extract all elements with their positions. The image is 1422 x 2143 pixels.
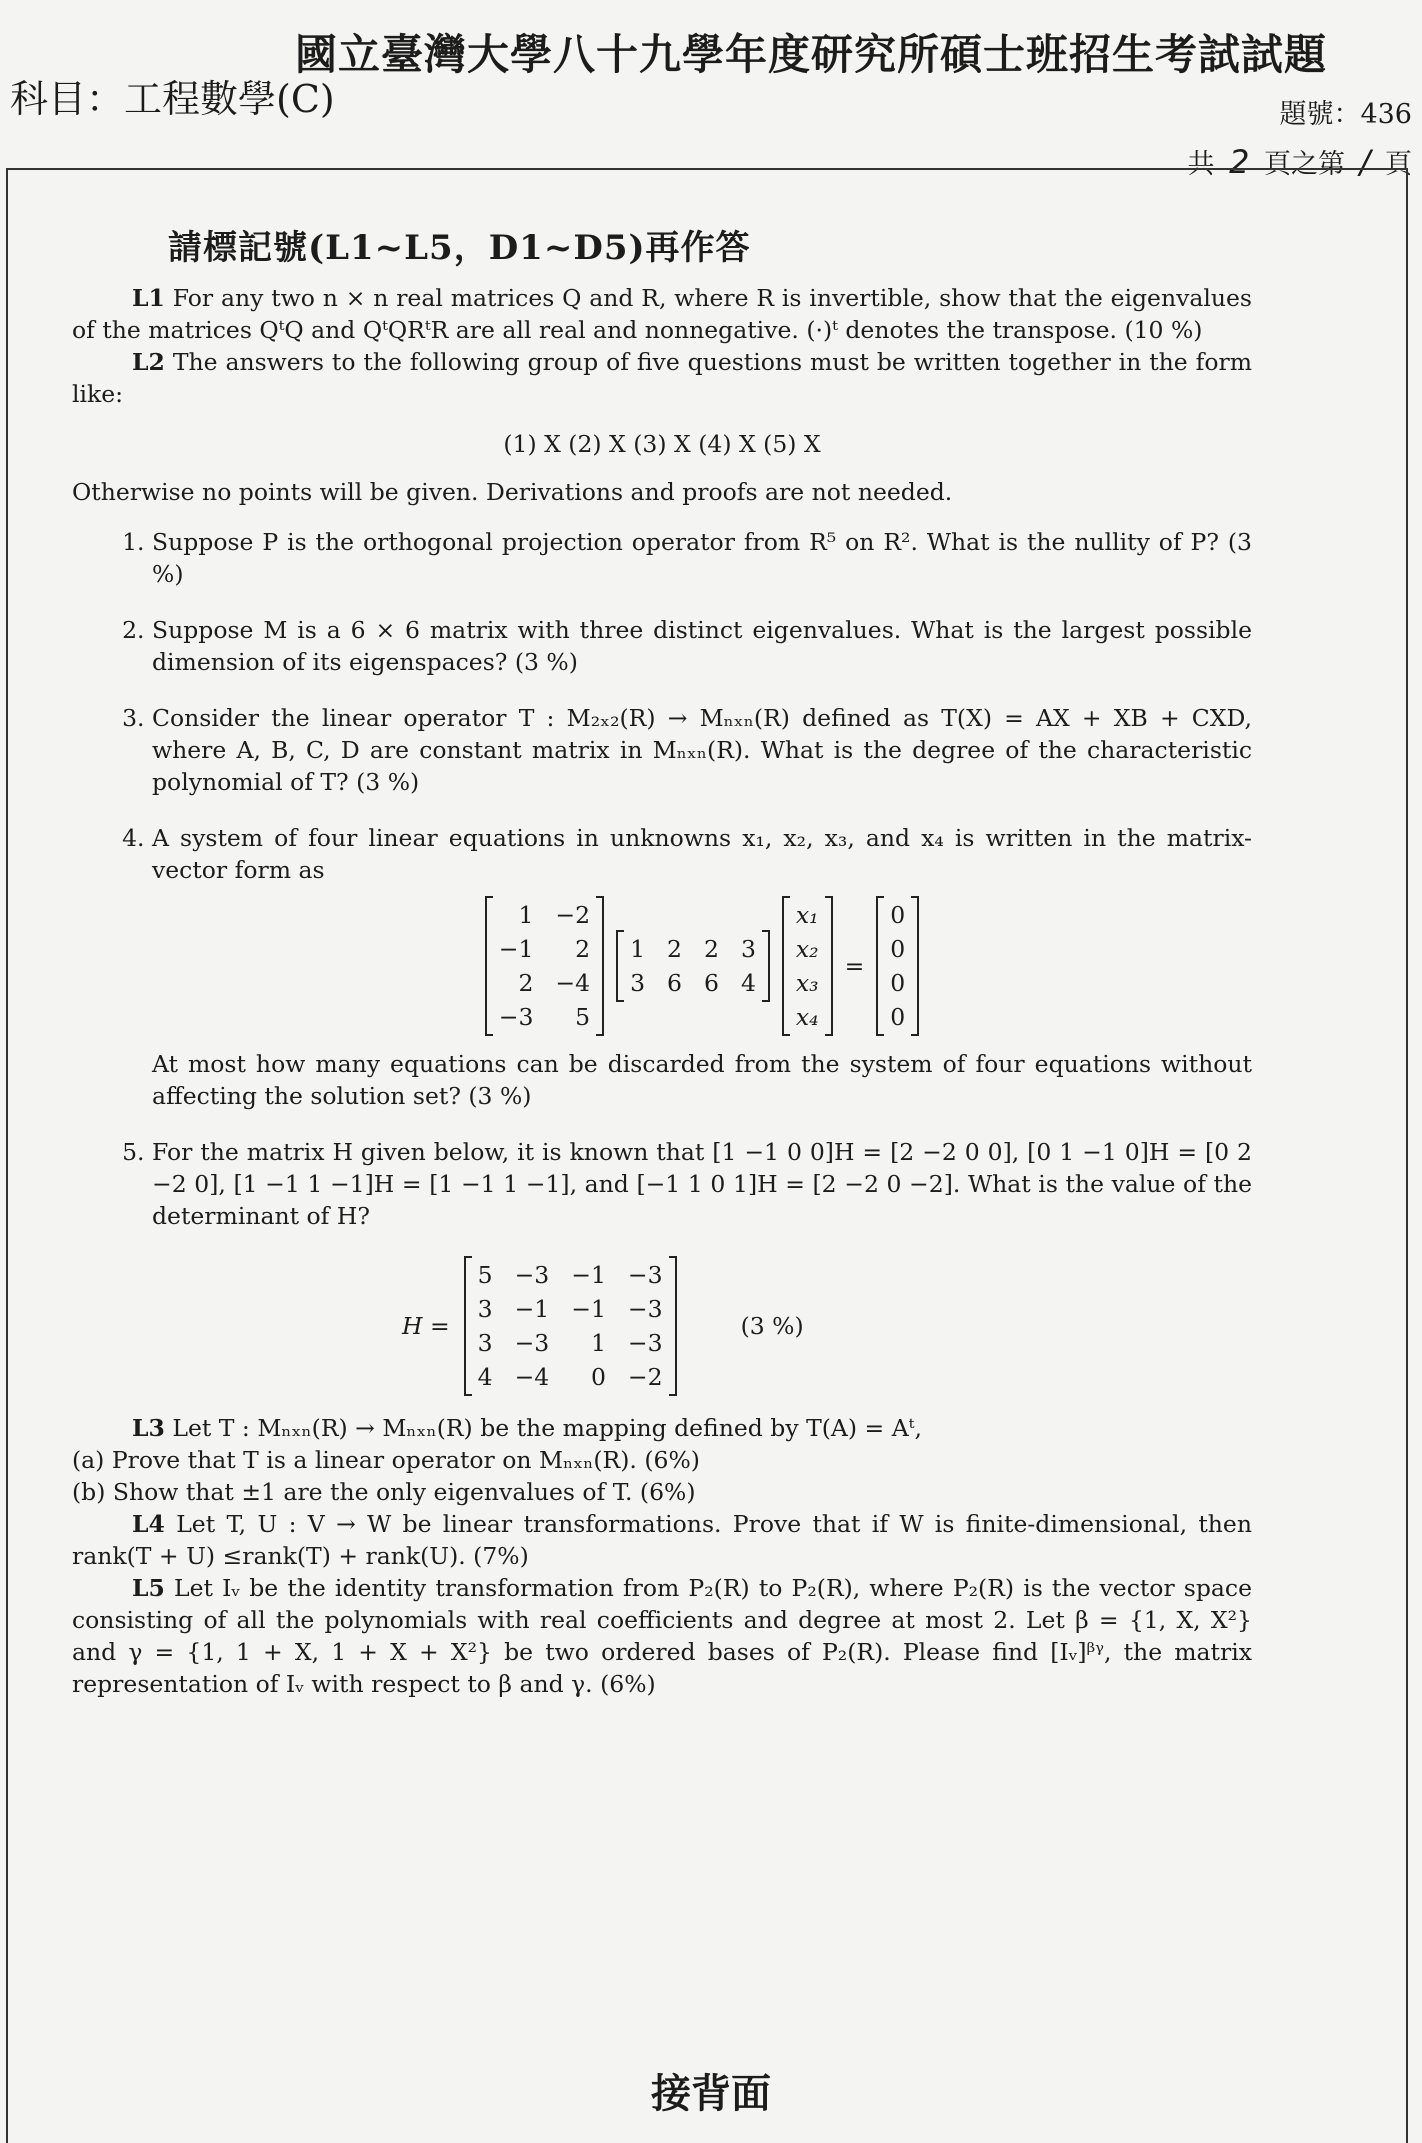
matrix-cell: 3 <box>740 935 756 963</box>
subject-line: 科目：工程數學(C) <box>10 77 335 121</box>
matrix-cell: 6 <box>703 969 719 997</box>
vector-x <box>782 896 833 1036</box>
matrix-h <box>464 1256 677 1396</box>
matrix-cell: 0 <box>890 901 906 929</box>
text-l1: For any two n × n real matrices Q and R, where R is invertible, show that the eigenvalues of the matrices QᵗQ and QᵗQRᵗR are all real and nonnegative. (·)ᵗ denotes the transpose. (10 %) <box>72 284 1252 344</box>
matrix-cell: x₄ <box>795 1003 819 1031</box>
pages-suffix: 頁 <box>1385 149 1412 180</box>
matrix-cell: x₂ <box>795 935 819 963</box>
problem-l3-b: (b) Show that ±1 are the only eigenvalues of T. (6%) <box>72 1478 696 1506</box>
matrix-equation <box>152 896 1252 1036</box>
matrix-cell: 0 <box>890 969 906 997</box>
question-3: 3. Consider the linear operator T : M₂ₓ₂(R) → Mₙₓₙ(R) defined as T(X) = AX + XB + CXD, where A, B, C, D are constant matrix in Mₙₓₙ(R). What is the degree of the characteristic polynomial of T? (3 %) <box>152 702 1252 798</box>
matrix-cell: 1 <box>518 901 534 929</box>
question-2: 2. Suppose M is a 6 × 6 matrix with three distinct eigenvalues. What is the largest possible dimension of its eigenspaces? (3 %) <box>152 614 1252 678</box>
label-l3: L3 <box>132 1414 165 1442</box>
matrix-cell: 2 <box>667 935 682 963</box>
answer-note: Otherwise no points will be given. Derivations and proofs are not needed. <box>72 478 953 506</box>
matrix-cell: 3 <box>477 1329 493 1357</box>
label-l4: L4 <box>132 1510 165 1538</box>
question-5-intro: For the matrix H given below, it is known that [1 −1 0 0]H = [2 −2 0 0], [0 1 −1 0]H = [0 2 −2 0], [1 −1 1 −1]H = [1 −1 1 −1], and [−1 1 0 1]H = [2 −2 0 −2]. What is the value of the determinant of H? <box>152 1138 1252 1230</box>
continue-overleaf: 接背面 <box>651 2070 771 2117</box>
matrix-cell: −3 <box>514 1329 550 1357</box>
matrix-cell: x₁ <box>795 901 819 929</box>
matrix-cell: −4 <box>514 1363 550 1391</box>
matrix-cell: 5 <box>477 1261 493 1289</box>
matrix-cell: 4 <box>477 1363 493 1391</box>
text-l5: Let Iᵥ be the identity transformation from P₂(R) to P₂(R), where P₂(R) is the vector space consisting of all the polynomials with real coefficients and degree at most 2. Let β = {1, X, X²} and γ = {1, 1 + X, 1 + X + X²} be two ordered bases of P₂(R). Please find [Iᵥ]ᵝᵞ, the matrix representation of Iᵥ with respect to β and γ. (6%) <box>72 1574 1252 1698</box>
problem-l4 <box>72 1508 1252 1572</box>
matrix-cell: 0 <box>590 1363 606 1391</box>
matrix-cell: −3 <box>498 1003 534 1031</box>
question-4-intro: A system of four linear equations in unknowns x₁, x₂, x₃, and x₄ is written in the matrix-vector form as <box>152 824 1252 884</box>
matrix-cell: 4 <box>740 969 756 997</box>
matrix-cell: −3 <box>627 1329 663 1357</box>
matrix-cell: 2 <box>575 935 591 963</box>
question-4-ask: At most how many equations can be discarded from the system of four equations without affecting the solution set? (3 %) <box>152 1050 1252 1110</box>
question-1: 1. Suppose P is the orthogonal projection operator from R⁵ on R². What is the nullity of P? (3 %) <box>152 526 1252 590</box>
matrix-cell: 0 <box>890 935 906 963</box>
matrix-cell: −3 <box>627 1261 663 1289</box>
matrix-cell: 3 <box>477 1295 493 1323</box>
answer-format: (1) X (2) X (3) X (4) X (5) X <box>503 430 821 458</box>
question-5-points: (3 %) <box>740 1312 804 1340</box>
matrix-b <box>616 930 770 1002</box>
matrix-cell: −1 <box>498 935 534 963</box>
matrix-h-row <box>402 1256 1252 1396</box>
text-l2-intro: The answers to the following group of five questions must be written together in the form like: <box>72 348 1252 408</box>
text-l4: Let T, U : V → W be linear transformations. Prove that if W is finite-dimensional, then rank(T + U) ≤rank(T) + rank(U). (7%) <box>72 1510 1252 1570</box>
problem-l1 <box>72 282 1252 346</box>
problem-l3 <box>72 1412 1252 1444</box>
matrix-cell: 5 <box>575 1003 591 1031</box>
problem-l2 <box>72 346 1252 410</box>
exam-body <box>72 228 1252 1700</box>
equals-sign: = <box>844 952 865 980</box>
exam-title: 國立臺灣大學八十九學年度研究所碩士班招生考試試題 <box>294 30 1327 79</box>
matrix-cell: −1 <box>571 1295 606 1323</box>
matrix-h-label: H = <box>402 1312 450 1340</box>
matrix-a <box>485 896 604 1036</box>
problem-l3-a: (a) Prove that T is a linear operator on Mₙₓₙ(R). (6%) <box>72 1446 700 1474</box>
text-l3: Let T : Mₙₓₙ(R) → Mₙₓₙ(R) be the mapping defined by T(A) = Aᵗ, <box>172 1414 922 1442</box>
matrix-cell: −1 <box>514 1295 550 1323</box>
matrix-cell: x₃ <box>795 969 819 997</box>
problem-l5 <box>72 1572 1252 1700</box>
pages-prefix: 共 <box>1187 149 1215 180</box>
matrix-cell: −4 <box>555 969 591 997</box>
matrix-cell: 1 <box>630 935 646 963</box>
zero-vector <box>876 896 919 1036</box>
matrix-cell: −3 <box>627 1295 663 1323</box>
page-current: / <box>1359 143 1371 181</box>
answer-instruction: 請標記號(L1~L5，D1~D5)再作答 <box>168 228 751 268</box>
matrix-cell: −1 <box>571 1261 606 1289</box>
label-l5: L5 <box>132 1574 165 1602</box>
label-l1: L1 <box>132 284 165 312</box>
matrix-cell: 1 <box>590 1329 606 1357</box>
matrix-cell: −2 <box>627 1363 663 1391</box>
matrix-cell: 6 <box>667 969 682 997</box>
matrix-cell: 2 <box>703 935 719 963</box>
matrix-cell: 3 <box>630 969 646 997</box>
question-5 <box>152 1136 1252 1232</box>
question-list <box>72 526 1252 1232</box>
label-l2: L2 <box>132 348 165 376</box>
question-number: 題號：436 <box>1279 99 1412 130</box>
matrix-cell: −2 <box>555 901 591 929</box>
question-4 <box>152 822 1252 1112</box>
matrix-cell: 2 <box>518 969 534 997</box>
pages-mid: 頁之第 <box>1264 149 1346 180</box>
matrix-cell: 0 <box>890 1003 906 1031</box>
pages-total: 2 <box>1229 143 1250 181</box>
matrix-cell: −3 <box>514 1261 550 1289</box>
